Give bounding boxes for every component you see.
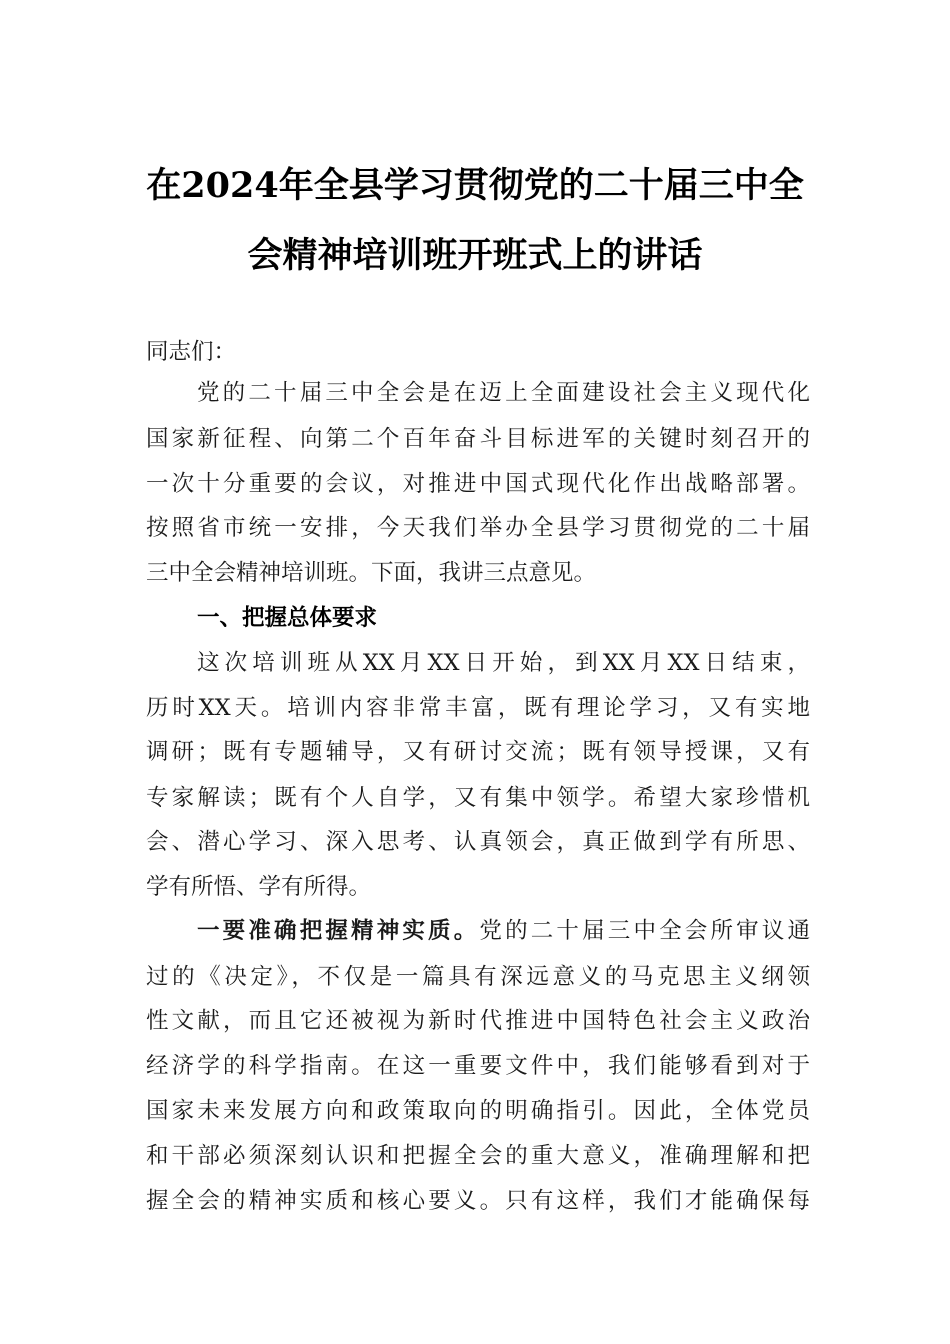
paragraph-line: 一次十分重要的会议，对推进中国式现代化作出战略部署。 (146, 471, 810, 497)
paragraph-line: 国家未来发展方向和政策取向的明确指引。因此，全体党员 (146, 1098, 810, 1124)
paragraph-line: 会、潜心学习、深入思考、认真领会，真正做到学有所思、 (146, 829, 810, 855)
paragraph-line: 专家解读；既有个人自学，又有集中领学。希望大家珍惜机 (146, 785, 810, 811)
paragraph-line: 性文献，而且它还被视为新时代推进中国特色社会主义政治 (146, 1008, 810, 1034)
salutation: 同志们： (146, 339, 237, 365)
paragraph-line: 过的《决定》，不仅是一篇具有深远意义的马克思主义纲领 (146, 964, 810, 990)
paragraph-line-rest: 党的二十届三中全会所审议通 (479, 918, 810, 944)
section-heading-1: 一、把握总体要求 (197, 605, 378, 631)
paragraph-line: 握全会的精神实质和核心要义。只有这样，我们才能确保每 (146, 1188, 810, 1214)
paragraph-line: 历时XX天。培训内容非常丰富，既有理论学习，又有实地 (146, 695, 810, 721)
paragraph-line: 按照省市统一安排，今天我们举办全县学习贯彻党的二十届 (146, 515, 810, 541)
paragraph-line: 经济学的科学指南。在这一重要文件中，我们能够看到对于 (146, 1053, 810, 1079)
paragraph-line (197, 915, 810, 947)
paragraph-line: 党的二十届三中全会是在迈上全面建设社会主义现代化 (197, 380, 810, 406)
document-title-line-1: 在2024年全县学习贯彻党的二十届三中全 (146, 165, 804, 206)
paragraph-line: 和干部必须深刻认识和把握全会的重大意义，准确理解和把 (146, 1143, 810, 1169)
paragraph-line: 国家新征程、向第二个百年奋斗目标进军的关键时刻召开的 (146, 426, 810, 452)
paragraph-line: 学有所悟、学有所得。 (146, 874, 372, 900)
paragraph-line: 这次培训班从XX月XX日开始，到XX月XX日结束， (197, 650, 810, 676)
paragraph-line: 调研；既有专题辅导，又有研讨交流；既有领导授课，又有 (146, 739, 810, 765)
paragraph-lead-bold: 一要准确把握精神实质。 (197, 918, 480, 944)
document-title-line-2: 会精神培训班开班式上的讲话 (247, 235, 703, 276)
paragraph-line: 三中全会精神培训班。下面，我讲三点意见。 (146, 560, 597, 586)
